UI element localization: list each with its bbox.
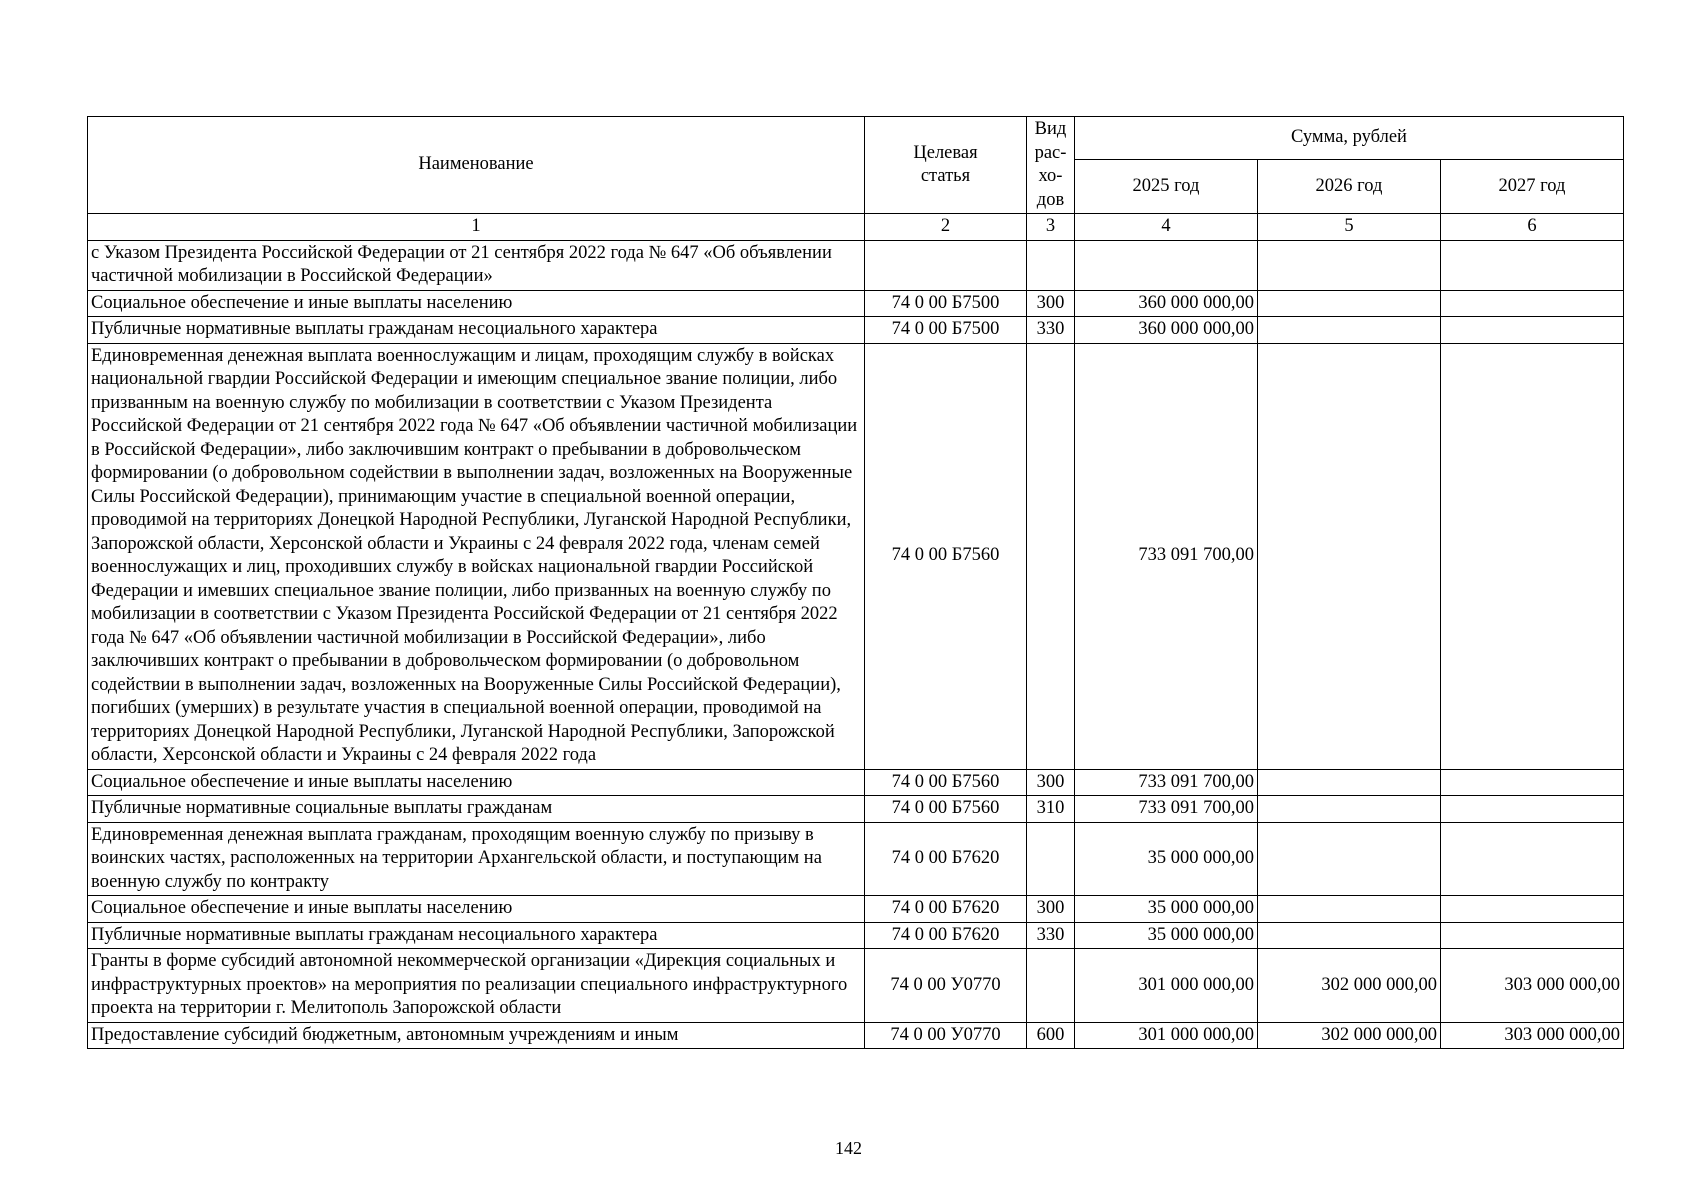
row-sum-2026 [1258, 290, 1441, 317]
row-expense-type: 310 [1027, 796, 1075, 823]
header-expense-type-line4: дов [1036, 189, 1065, 210]
row-article: 74 0 00 Б7560 [865, 769, 1027, 796]
row-sum-2025: 301 000 000,00 [1075, 949, 1258, 1023]
row-sum-2027 [1441, 822, 1624, 896]
header-target-article-line1: Целевая [913, 142, 978, 163]
row-sum-2027 [1441, 317, 1624, 344]
column-number: 5 [1258, 214, 1441, 241]
row-expense-type: 300 [1027, 896, 1075, 923]
table-row [88, 922, 1624, 949]
row-sum-2026 [1258, 240, 1441, 290]
header-expense-type-line3: хо- [1038, 166, 1063, 186]
row-article [865, 240, 1027, 290]
row-name: Социальное обеспечение и иные выплаты населению [88, 896, 865, 923]
header-target-article-line2: статья [920, 166, 971, 186]
page-number: 142 [835, 1138, 862, 1158]
row-article: 74 0 00 Б7500 [865, 290, 1027, 317]
row-article: 74 0 00 Б7560 [865, 796, 1027, 823]
row-sum-2026 [1258, 769, 1441, 796]
row-sum-2025: 35 000 000,00 [1075, 896, 1258, 923]
row-name: Единовременная денежная выплата гражданам, проходящим военную службу по призыву в воинских частях, расположенных на территории Архангельской области, и поступающим на военную службу по контракту [88, 822, 865, 896]
row-sum-2025 [1075, 240, 1258, 290]
column-number: 3 [1027, 214, 1075, 241]
row-article: 74 0 00 Б7620 [865, 896, 1027, 923]
row-sum-2025: 360 000 000,00 [1075, 290, 1258, 317]
row-expense-type: 330 [1027, 922, 1075, 949]
header-expense-type-line2: рас- [1034, 142, 1067, 163]
header-target-article [865, 117, 1027, 214]
row-expense-type: 600 [1027, 1022, 1075, 1049]
header-name: Наименование [88, 117, 865, 214]
table-row [88, 343, 1624, 769]
row-sum-2027 [1441, 343, 1624, 769]
row-sum-2027 [1441, 896, 1624, 923]
table-row [88, 949, 1624, 1023]
row-name: Социальное обеспечение и иные выплаты населению [88, 769, 865, 796]
column-number: 2 [865, 214, 1027, 241]
row-expense-type [1027, 949, 1075, 1023]
row-name: Публичные нормативные социальные выплаты гражданам [88, 796, 865, 823]
header-sum: Сумма, рублей [1075, 117, 1624, 160]
header-year-2026: 2026 год [1258, 160, 1441, 214]
table-row [88, 769, 1624, 796]
table-row [88, 290, 1624, 317]
row-article: 74 0 00 Б7620 [865, 822, 1027, 896]
row-name: Предоставление субсидий бюджетным, автономным учреждениям и иным [88, 1022, 865, 1049]
row-sum-2027 [1441, 922, 1624, 949]
header-year-2027: 2027 год [1441, 160, 1624, 214]
column-number: 6 [1441, 214, 1624, 241]
row-sum-2026 [1258, 343, 1441, 769]
row-sum-2025: 35 000 000,00 [1075, 922, 1258, 949]
table-row [88, 240, 1624, 290]
row-expense-type: 330 [1027, 317, 1075, 344]
budget-page [87, 116, 1623, 1049]
row-sum-2025: 733 091 700,00 [1075, 769, 1258, 796]
row-sum-2027 [1441, 290, 1624, 317]
row-article: 74 0 00 Б7500 [865, 317, 1027, 344]
row-expense-type: 300 [1027, 769, 1075, 796]
header-year-2025: 2025 год [1075, 160, 1258, 214]
row-sum-2026 [1258, 896, 1441, 923]
row-sum-2027 [1441, 240, 1624, 290]
row-sum-2027: 303 000 000,00 [1441, 949, 1624, 1023]
row-name: с Указом Президента Российской Федерации от 21 сентября 2022 года № 647 «Об объявлении частичной мобилизации в Российской Федерации» [88, 240, 865, 290]
row-sum-2025: 733 091 700,00 [1075, 796, 1258, 823]
column-number-row [88, 214, 1624, 241]
column-number: 4 [1075, 214, 1258, 241]
row-sum-2027: 303 000 000,00 [1441, 1022, 1624, 1049]
row-name: Публичные нормативные выплаты гражданам несоциального характера [88, 317, 865, 344]
row-sum-2026 [1258, 796, 1441, 823]
table-row [88, 317, 1624, 344]
table-row [88, 1022, 1624, 1049]
table-row [88, 796, 1624, 823]
row-name: Гранты в форме субсидий автономной некоммерческой организации «Дирекция социальных и инфраструктурных проектов» на мероприятия по реализации специального инфраструктурного проекта на территории г. Мелитополь Запорожской области [88, 949, 865, 1023]
header-expense-type-line1: Вид [1034, 119, 1067, 139]
row-name: Единовременная денежная выплата военнослужащим и лицам, проходящим службу в войсках национальной гвардии Российской Федерации и имеющим специальное звание полиции, либо призванным на военную службу по мобилизации в соответствии с Указом Президента Российской Федерации от 21 сентября 2022 года № 647 «Об объявлении частичной мобилизации в Российской Федерации», либо заключившим контракт о пребывании в добровольческом формировании (о добровольном содействии в выполнении задач, возложенных на Вооруженные Силы Российской Федерации), принимающим участие в специальной военной операции, проводимой на территориях Донецкой Народной Республики, Луганской Народной Республики, Запорожской области, Херсонской области и Украины с 24 февраля 2022 года, членам семей военнослужащих и лиц, проходивших службу в войсках национальной гвардии Российской Федерации и имевших специальное звание полиции, либо призванных на военную службу по мобилизации в соответствии с Указом Президента Российской Федерации от 21 сентября 2022 года № 647 «Об объявлении частичной мобилизации в Российской Федерации», либо заключивших контракт о пребывании в добровольческом формировании (о добровольном содействии в выполнении задач, возложенных на Вооруженные Силы Российской Федерации), погибших (умерших) в результате участия в специальной военной операции, проводимой на территориях Донецкой Народной Республики, Луганской Народной Республики, Запорожской области, Херсонской области и Украины с 24 февраля 2022 года [88, 343, 865, 769]
budget-table [87, 116, 1624, 1049]
header-row [88, 117, 1624, 160]
row-article: 74 0 00 Б7620 [865, 922, 1027, 949]
row-sum-2025: 301 000 000,00 [1075, 1022, 1258, 1049]
row-expense-type [1027, 343, 1075, 769]
row-sum-2026: 302 000 000,00 [1258, 1022, 1441, 1049]
row-sum-2026 [1258, 317, 1441, 344]
row-sum-2025: 733 091 700,00 [1075, 343, 1258, 769]
row-name: Социальное обеспечение и иные выплаты населению [88, 290, 865, 317]
row-article: 74 0 00 У0770 [865, 949, 1027, 1023]
header-expense-type [1027, 117, 1075, 214]
row-article: 74 0 00 Б7560 [865, 343, 1027, 769]
row-sum-2026 [1258, 822, 1441, 896]
row-expense-type: 300 [1027, 290, 1075, 317]
table-row [88, 822, 1624, 896]
column-number: 1 [88, 214, 865, 241]
row-name: Публичные нормативные выплаты гражданам несоциального характера [88, 922, 865, 949]
row-sum-2025: 35 000 000,00 [1075, 822, 1258, 896]
row-expense-type [1027, 240, 1075, 290]
row-article: 74 0 00 У0770 [865, 1022, 1027, 1049]
row-sum-2027 [1441, 796, 1624, 823]
row-sum-2026 [1258, 922, 1441, 949]
row-sum-2026: 302 000 000,00 [1258, 949, 1441, 1023]
row-expense-type [1027, 822, 1075, 896]
table-row [88, 896, 1624, 923]
row-sum-2027 [1441, 769, 1624, 796]
row-sum-2025: 360 000 000,00 [1075, 317, 1258, 344]
